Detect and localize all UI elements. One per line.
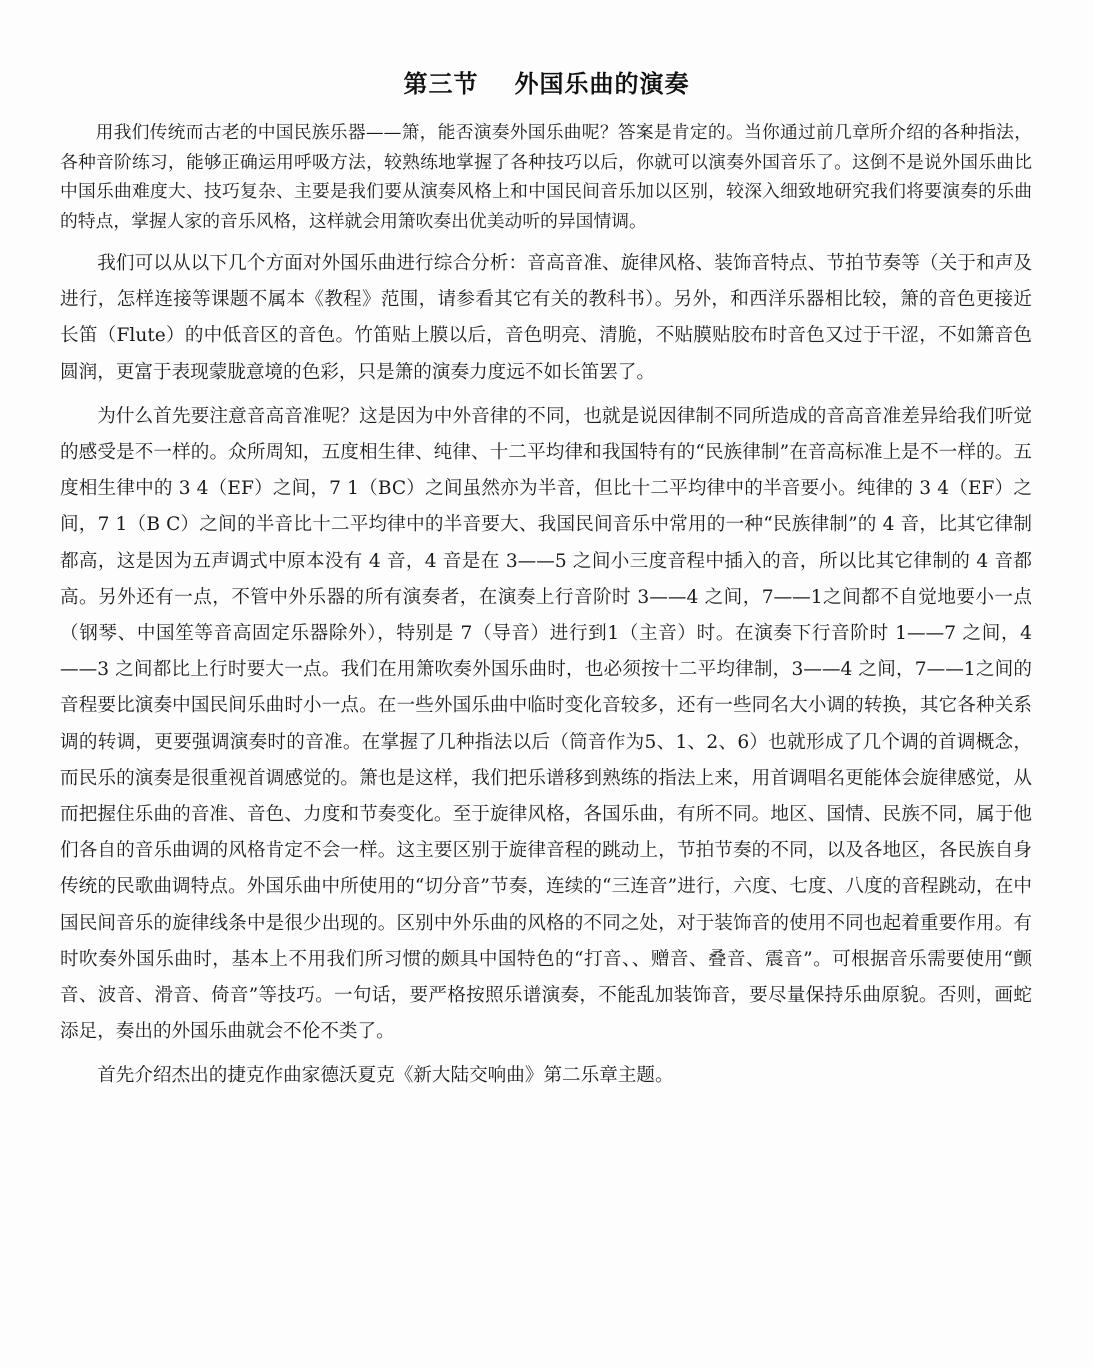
- body-text: [60, 118, 1032, 1103]
- section-heading: 外国乐曲的演奏: [514, 69, 690, 98]
- section-title: [0, 64, 1093, 99]
- paragraph-pitch: 为什么首先要注意音高音准呢？这是因为中外音律的不同，也就是说因律制不同所造成的音高音准差异给我们听觉的感受是不一样的。众所周知，五度相生律、纯律、十二平均律和我国特有的“民族律制”在音高标准上是不一样的。五度相生律中的 3 4（EF）之间，7 1（BC）之间虽然亦为半音，但比十二平均律中的半音要小。纯律的 3 4（EF）之间，7 1（B C）之间的半音比十二平均律中的半音要大、我国民间音乐中常用的一种“民族律制”的 4 音，比其它律制都高，这是因为五声调式中原本没有 4 音，4 音是在 3——5 之间小三度音程中插入的音，所以比其它律制的 4 音都高。另外还有一点，不管中外乐器的所有演奏者，在演奏上行音阶时 3——4 之间，7——1之间都不自觉地要小一点（钢琴、中国笙等音高固定乐器除外），特别是 7（导音）进行到1（主音）时。在演奏下行音阶时 1——7 之间，4——3 之间都比上行时要大一点。我们在用箫吹奏外国乐曲时，也必须按十二平均律制，3——4 之间，7——1之间的音程要比演奏中国民间乐曲时小一点。在一些外国乐曲中临时变化音较多，还有一些同名大小调的转换，其它各种关系调的转调，更要强调演奏时的音准。在掌握了几种指法以后（筒音作为5、1、2、6）也就形成了几个调的首调概念，而民乐的演奏是很重视首调感觉的。箫也是这样，我们把乐谱移到熟练的指法上来，用首调唱名更能体会旋律感觉，从而把握住乐曲的音准、音色、力度和节奏变化。至于旋律风格，各国乐曲，有所不同。地区、国情、民族不同，属于他们各自的音乐曲调的风格肯定不会一样。这主要区别于旋律音程的跳动上，节拍节奏的不同，以及各地区，各民族自身传统的民歌曲调特点。外国乐曲中所使用的“切分音”节奏，连续的“三连音”进行，六度、七度、八度的音程跳动，在中国民间音乐的旋律线条中是很少出现的。区别中外乐曲的风格的不同之处，对于装饰音的使用不同也起着重要作用。有时吹奏外国乐曲时，基本上不用我们所习惯的颇具中国特色的“打音、、赠音、叠音、震音”。可根据音乐需要使用“颤音、波音、滑音、倚音”等技巧。一句话，要严格按照乐谱演奏，不能乱加装饰音，要尽量保持乐曲原貌。否则，画蛇添足，奏出的外国乐曲就会不伦不类了。: [60, 405, 1032, 1043]
- section-number: 第三节: [403, 69, 479, 98]
- paragraph-analysis: 我们可以从以下几个方面对外国乐曲进行综合分析：音高音准、旋律风格、装饰音特点、节拍节奏等（关于和声及进行，怎样连接等课题不属本《教程》范围，请参看其它有关的教科书）。另外，和西洋乐器相比较，箫的音色更接近长笛（Flute）的中低音区的音色。竹笛贴上膜以后，音色明亮、清脆，不贴膜贴胶布时音色又过于干涩，不如箫音色圆润，更富于表现蒙胧意境的色彩，只是箫的演奏力度远不如长笛罢了。: [60, 253, 1032, 383]
- paragraph-closing: 首先介绍杰出的捷克作曲家德沃夏克《新大陆交响曲》第二乐章主题。: [97, 1065, 674, 1087]
- paragraph-intro: 用我们传统而古老的中国民族乐器——箫，能否演奏外国乐曲呢？答案是肯定的。当你通过前几章所介绍的各种指法，各种音阶练习，能够正确运用呼吸方法，较熟练地掌握了各种技巧以后，你就可以演奏外国音乐了。这倒不是说外国乐曲比中国乐曲难度大、技巧复杂、主要是我们要从演奏风格上和中国民间音乐加以区别，较深入细致地研究我们将要演奏的乐曲的特点，掌握人家的音乐风格，这样就会用箫吹奏出优美动听的异国情调。: [60, 122, 1032, 232]
